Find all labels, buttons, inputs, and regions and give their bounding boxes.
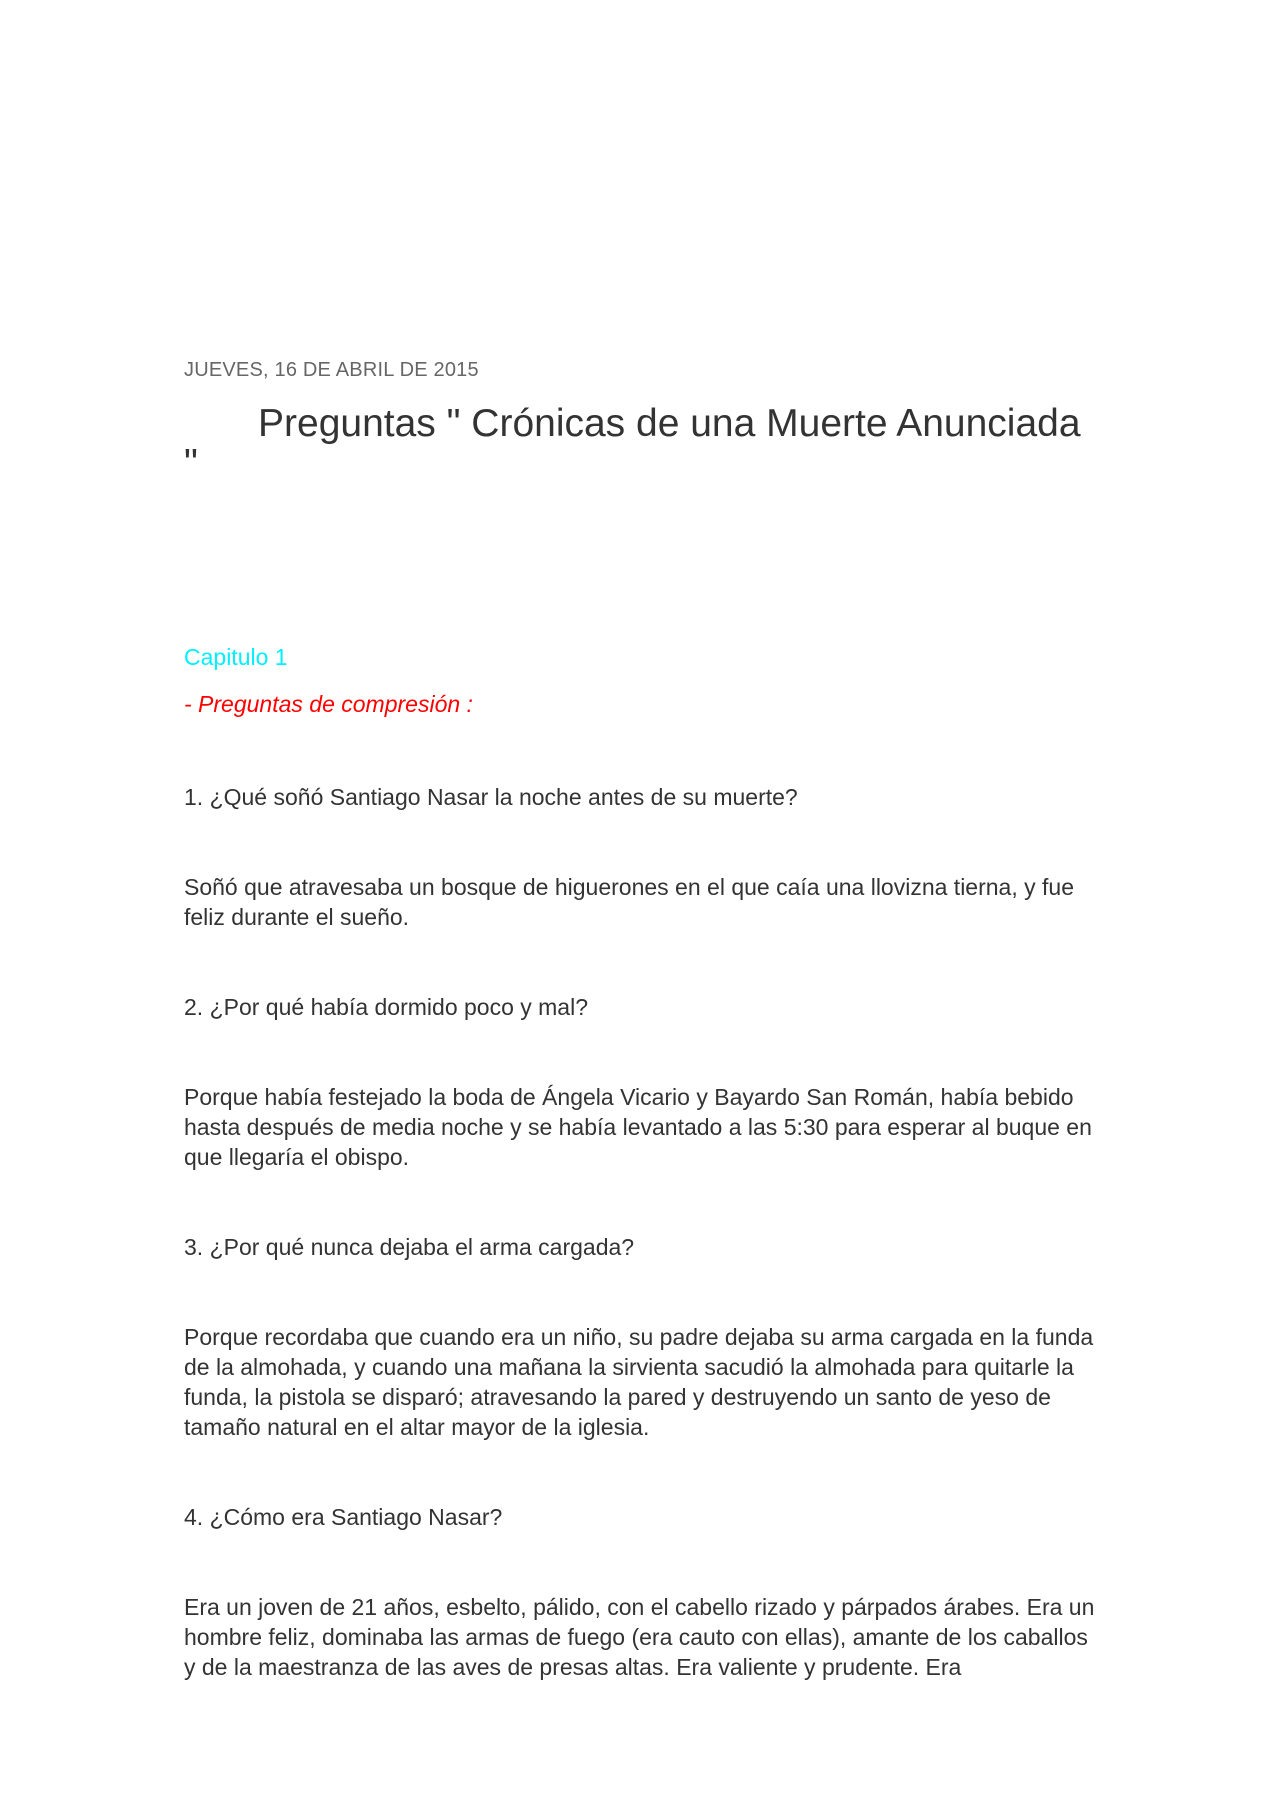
question-2: 2. ¿Por qué había dormido poco y mal? bbox=[184, 994, 589, 1020]
post-body bbox=[184, 356, 1104, 1682]
answer-3: Porque recordaba que cuando era un niño, su padre dejaba su arma cargada en la funda de la almohada, y cuando una mañana la sirvienta sacudió la almohada para quitarle la funda, la pistola se disparó; atravesando la pared y destruyendo un santo de yeso de tamaño natural en el altar mayor de la iglesia. bbox=[184, 1324, 1094, 1440]
answer-1: Soñó que atravesaba un bosque de higuerones en el que caía una llovizna tierna, y fue feliz durante el sueño. bbox=[184, 874, 1074, 930]
question-4: 4. ¿Cómo era Santiago Nasar? bbox=[184, 1504, 503, 1530]
post-date: JUEVES, 16 DE ABRIL DE 2015 bbox=[184, 359, 479, 381]
post-title: Preguntas " Crónicas de una Muerte Anunciada " bbox=[184, 402, 1081, 485]
answer-4: Era un joven de 21 años, esbelto, pálido, con el cabello rizado y párpados árabes. Era un hombre feliz, dominaba las armas de fuego (era cauto con ellas), amante de los caballos y de la maestranza de las aves de presas altas. Era valiente y prudente. Era bbox=[184, 1594, 1095, 1680]
question-3: 3. ¿Por qué nunca dejaba el arma cargada? bbox=[184, 1234, 635, 1260]
question-1: 1. ¿Qué soñó Santiago Nasar la noche antes de su muerte? bbox=[184, 784, 798, 810]
answer-2: Porque había festejado la boda de Ángela Vicario y Bayardo San Román, había bebido hasta después de media noche y se había levantado a las 5:30 para esperar al buque en que llegaría el obispo. bbox=[184, 1084, 1092, 1170]
chapter-heading: Capitulo 1 bbox=[184, 644, 288, 670]
section-heading: - Preguntas de compresión : bbox=[184, 691, 473, 717]
